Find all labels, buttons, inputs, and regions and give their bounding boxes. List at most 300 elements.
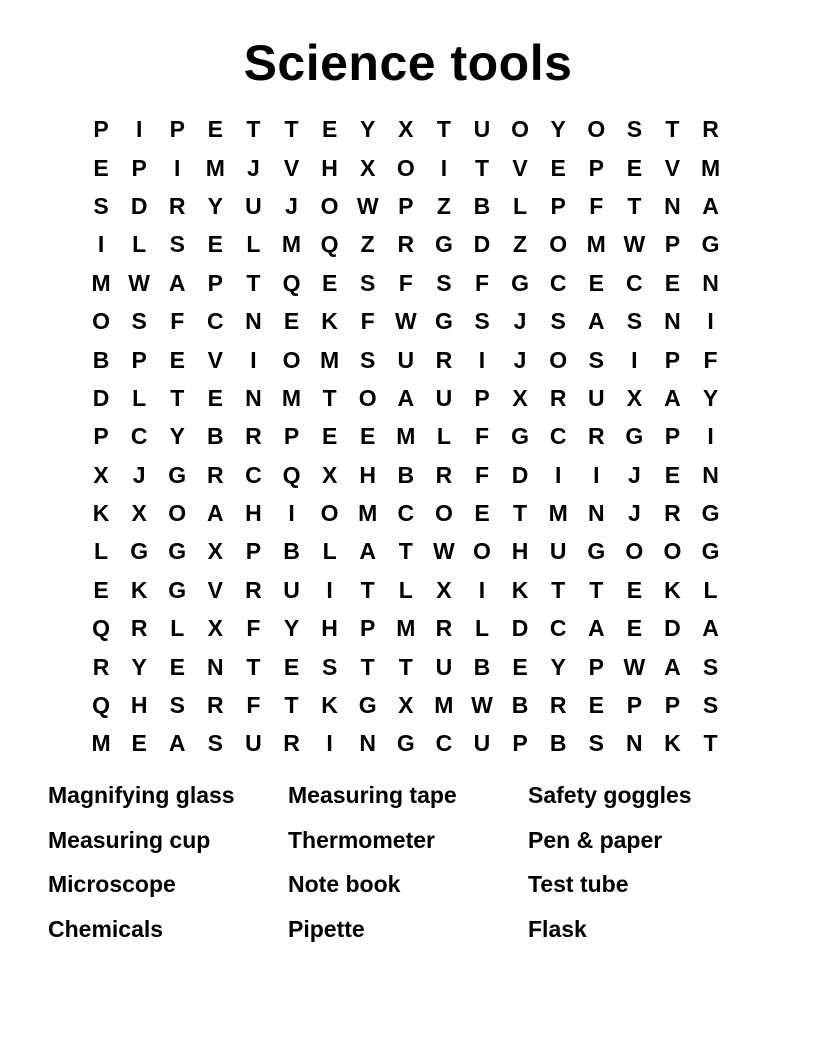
word-list-item: Magnifying glass bbox=[48, 782, 235, 808]
page-title: Science tools bbox=[243, 35, 573, 91]
grid-letter: L bbox=[132, 231, 147, 258]
grid-letter: X bbox=[436, 576, 452, 603]
grid-letter: M bbox=[91, 730, 111, 757]
grid-letter: L bbox=[132, 384, 147, 411]
grid-letter: C bbox=[207, 308, 224, 335]
grid-letter: T bbox=[322, 384, 337, 411]
grid-letter: N bbox=[702, 269, 719, 296]
grid-letter: P bbox=[626, 692, 643, 719]
grid-letter: P bbox=[360, 615, 376, 642]
grid-letter: C bbox=[549, 423, 567, 450]
grid-letter: M bbox=[320, 346, 340, 373]
grid-letter: O bbox=[549, 346, 568, 373]
grid-letter: P bbox=[398, 192, 414, 219]
grid-letter: R bbox=[245, 423, 262, 450]
grid-letter: B bbox=[511, 692, 529, 719]
grid-letter: I bbox=[326, 576, 333, 603]
grid-letter: E bbox=[550, 154, 566, 181]
grid-letter: O bbox=[587, 116, 606, 143]
grid-letter: O bbox=[320, 500, 339, 527]
grid-letter: G bbox=[358, 692, 377, 719]
grid-letter: G bbox=[168, 576, 187, 603]
grid-letter: S bbox=[207, 730, 223, 757]
grid-letter: X bbox=[398, 692, 414, 719]
grid-letter: E bbox=[321, 269, 338, 296]
grid-letter: E bbox=[664, 269, 681, 296]
grid-letter: S bbox=[626, 116, 643, 143]
grid-row bbox=[82, 686, 730, 724]
word-list-item: Pen & paper bbox=[528, 826, 663, 853]
grid-letter: G bbox=[701, 500, 720, 527]
grid-letter: L bbox=[170, 615, 185, 642]
grid-letter: M bbox=[586, 231, 606, 258]
grid-letter: P bbox=[93, 116, 109, 143]
grid-letter: E bbox=[283, 653, 300, 680]
grid-letter: S bbox=[131, 308, 147, 335]
grid-letter: E bbox=[131, 730, 147, 757]
grid-letter: G bbox=[625, 423, 644, 450]
grid-letter: Z bbox=[360, 231, 375, 258]
grid-letter: O bbox=[282, 346, 301, 373]
grid-letter: M bbox=[396, 615, 416, 642]
grid-letter: N bbox=[359, 730, 377, 757]
grid-letter: R bbox=[130, 615, 148, 642]
grid-letter: I bbox=[174, 154, 181, 181]
grid-letter: U bbox=[473, 730, 491, 757]
grid-letter: M bbox=[358, 500, 378, 527]
grid-letter: C bbox=[435, 730, 453, 757]
grid-letter: O bbox=[625, 538, 644, 565]
grid-letter: I bbox=[478, 346, 486, 373]
grid-row bbox=[82, 379, 730, 417]
word-list-item: Microscope bbox=[48, 871, 176, 898]
grid-letter: E bbox=[93, 154, 109, 181]
grid-letter: E bbox=[626, 576, 643, 603]
grid-letter: W bbox=[356, 192, 379, 219]
grid-letter: U bbox=[435, 384, 453, 411]
grid-letter: F bbox=[246, 615, 261, 642]
grid-letter: G bbox=[130, 538, 149, 565]
grid-letter: P bbox=[550, 192, 566, 219]
grid-letter: N bbox=[626, 730, 643, 757]
grid-letter: E bbox=[626, 154, 643, 181]
grid-letter: S bbox=[474, 308, 490, 335]
word-list-item: Measuring tape bbox=[288, 782, 457, 808]
grid-letter: G bbox=[587, 538, 606, 565]
grid-letter: S bbox=[360, 346, 376, 373]
grid-letter: H bbox=[321, 615, 338, 642]
grid-letter: I bbox=[288, 500, 295, 527]
grid-letter: D bbox=[664, 615, 681, 642]
grid-letter: F bbox=[703, 346, 718, 373]
grid-letter: J bbox=[132, 461, 146, 488]
grid-letter: U bbox=[283, 576, 300, 603]
grid-letter: B bbox=[92, 346, 110, 373]
grid-letter: X bbox=[321, 461, 338, 488]
grid-letter: C bbox=[549, 269, 567, 296]
word-list-item: Thermometer bbox=[288, 826, 435, 853]
grid-letter: D bbox=[473, 231, 491, 258]
grid-row bbox=[82, 571, 730, 609]
grid-letter: R bbox=[435, 346, 453, 373]
grid-letter: I bbox=[631, 346, 638, 373]
grid-letter: Q bbox=[92, 692, 110, 719]
grid-letter: E bbox=[283, 308, 300, 335]
grid-row bbox=[82, 264, 730, 302]
grid-letter: M bbox=[396, 423, 416, 450]
grid-letter: P bbox=[588, 154, 604, 181]
grid-letter: E bbox=[664, 461, 681, 488]
grid-letter: O bbox=[320, 192, 339, 219]
grid-letter: T bbox=[474, 154, 490, 181]
grid-letter: E bbox=[207, 384, 223, 411]
grid-letter: J bbox=[513, 308, 527, 335]
grid-letter: C bbox=[626, 269, 643, 296]
grid-letter: K bbox=[92, 500, 110, 527]
grid-letter: B bbox=[473, 192, 491, 219]
grid-letter: T bbox=[246, 653, 261, 680]
grid-letter: F bbox=[589, 192, 604, 219]
grid-letter: T bbox=[551, 576, 566, 603]
grid-letter: H bbox=[359, 461, 377, 488]
grid-letter: U bbox=[587, 384, 605, 411]
grid-letter: U bbox=[245, 192, 262, 219]
grid-letter: V bbox=[207, 576, 223, 603]
grid-letter: Y bbox=[360, 116, 376, 143]
grid-letter: H bbox=[245, 500, 262, 527]
grid-letter: L bbox=[436, 423, 451, 450]
grid-letter: F bbox=[398, 269, 413, 296]
grid-row bbox=[82, 494, 730, 532]
grid-letter: R bbox=[587, 423, 605, 450]
grid-letter: E bbox=[588, 269, 604, 296]
grid-letter: R bbox=[702, 116, 719, 143]
grid-letter: A bbox=[702, 192, 719, 219]
grid-letter: P bbox=[169, 116, 185, 143]
grid-letter: G bbox=[701, 231, 720, 258]
grid-letter: Z bbox=[436, 192, 451, 219]
grid-letter: B bbox=[549, 730, 567, 757]
grid-letter: P bbox=[93, 423, 109, 450]
grid-letter: R bbox=[245, 576, 262, 603]
grid-letter: R bbox=[207, 692, 224, 719]
grid-letter: P bbox=[588, 653, 604, 680]
grid-letter: F bbox=[474, 423, 490, 450]
grid-letter: W bbox=[128, 269, 150, 296]
grid-letter: N bbox=[664, 308, 681, 335]
grid-letter: L bbox=[398, 576, 413, 603]
grid-row bbox=[82, 532, 730, 570]
grid-letter: R bbox=[549, 384, 567, 411]
grid-letter: G bbox=[511, 269, 530, 296]
grid-letter: S bbox=[360, 269, 376, 296]
word-list-item: Chemicals bbox=[48, 916, 164, 943]
grid-row bbox=[82, 187, 730, 225]
grid-letter: W bbox=[623, 653, 646, 680]
grid-letter: N bbox=[245, 384, 262, 411]
grid-letter: Y bbox=[550, 116, 566, 143]
grid-letter: I bbox=[326, 730, 333, 757]
grid-letter: G bbox=[434, 231, 453, 258]
grid-letter: P bbox=[664, 423, 681, 450]
grid-letter: F bbox=[360, 308, 375, 335]
grid-letter: W bbox=[433, 538, 455, 565]
grid-letter: G bbox=[511, 423, 530, 450]
grid-letter: X bbox=[207, 615, 223, 642]
grid-letter: R bbox=[283, 730, 300, 757]
grid-letter: S bbox=[588, 730, 604, 757]
grid-letter: B bbox=[207, 423, 224, 450]
grid-letter: P bbox=[207, 269, 223, 296]
grid-letter: Q bbox=[282, 461, 301, 488]
grid-letter: T bbox=[513, 500, 528, 527]
grid-letter: E bbox=[169, 346, 185, 373]
grid-letter: N bbox=[587, 500, 605, 527]
letter-grid bbox=[82, 110, 730, 763]
grid-letter: Z bbox=[513, 231, 528, 258]
grid-letter: I bbox=[707, 308, 714, 335]
grid-letter: W bbox=[394, 308, 417, 335]
grid-letter: M bbox=[434, 692, 454, 719]
grid-letter: E bbox=[93, 576, 109, 603]
grid-letter: O bbox=[663, 538, 682, 565]
grid-letter: N bbox=[664, 192, 681, 219]
grid-letter: C bbox=[245, 461, 262, 488]
grid-row bbox=[82, 456, 730, 494]
grid-letter: T bbox=[398, 538, 413, 565]
grid-letter: I bbox=[707, 423, 714, 450]
grid-row bbox=[82, 417, 730, 455]
word-list-item: Pipette bbox=[288, 916, 365, 943]
grid-letter: S bbox=[702, 653, 719, 680]
grid-letter: E bbox=[207, 116, 223, 143]
grid-letter: J bbox=[627, 500, 641, 527]
grid-letter: V bbox=[283, 154, 300, 181]
grid-letter: I bbox=[135, 116, 143, 143]
grid-letter: B bbox=[473, 653, 491, 680]
grid-letter: P bbox=[664, 346, 681, 373]
grid-letter: H bbox=[130, 692, 148, 719]
grid-letter: E bbox=[207, 231, 223, 258]
grid-letter: E bbox=[321, 423, 338, 450]
grid-letter: R bbox=[435, 615, 453, 642]
grid-row bbox=[82, 647, 730, 685]
grid-letter: D bbox=[511, 461, 529, 488]
grid-letter: A bbox=[587, 308, 605, 335]
grid-letter: N bbox=[702, 461, 719, 488]
grid-letter: Y bbox=[702, 384, 719, 411]
grid-letter: B bbox=[397, 461, 415, 488]
grid-letter: Y bbox=[550, 653, 566, 680]
grid-letter: I bbox=[554, 461, 562, 488]
grid-letter: T bbox=[398, 653, 413, 680]
grid-letter: Y bbox=[169, 423, 185, 450]
grid-letter: L bbox=[513, 192, 528, 219]
grid-letter: L bbox=[474, 615, 490, 642]
grid-letter: X bbox=[93, 461, 109, 488]
grid-letter: E bbox=[626, 615, 643, 642]
grid-letter: U bbox=[397, 346, 415, 373]
grid-letter: U bbox=[473, 116, 491, 143]
grid-letter: X bbox=[207, 538, 223, 565]
grid-letter: W bbox=[623, 231, 646, 258]
grid-row bbox=[82, 302, 730, 340]
grid-row bbox=[82, 340, 730, 378]
grid-letter: T bbox=[246, 116, 261, 143]
grid-letter: S bbox=[436, 269, 452, 296]
grid-letter: H bbox=[511, 538, 529, 565]
grid-letter: F bbox=[474, 269, 490, 296]
grid-letter: T bbox=[436, 116, 451, 143]
grid-letter: C bbox=[397, 500, 415, 527]
grid-letter: A bbox=[702, 615, 719, 642]
grid-letter: L bbox=[246, 231, 261, 258]
grid-letter: I bbox=[478, 576, 486, 603]
grid-letter: H bbox=[321, 154, 338, 181]
grid-letter: F bbox=[170, 308, 185, 335]
grid-letter: X bbox=[398, 116, 414, 143]
grid-letter: A bbox=[168, 730, 186, 757]
grid-letter: I bbox=[97, 231, 105, 258]
grid-letter: D bbox=[511, 615, 529, 642]
grid-letter: J bbox=[513, 346, 527, 373]
grid-letter: C bbox=[130, 423, 148, 450]
grid-letter: I bbox=[440, 154, 448, 181]
grid-letter: P bbox=[245, 538, 262, 565]
grid-letter: O bbox=[92, 308, 110, 335]
grid-letter: K bbox=[664, 730, 681, 757]
grid-letter: T bbox=[703, 730, 718, 757]
grid-letter: A bbox=[664, 653, 681, 680]
grid-letter: V bbox=[664, 154, 681, 181]
grid-letter: S bbox=[550, 308, 566, 335]
grid-letter: K bbox=[321, 692, 338, 719]
grid-letter: U bbox=[435, 653, 453, 680]
grid-letter: T bbox=[284, 692, 299, 719]
grid-letter: J bbox=[247, 154, 260, 181]
grid-letter: B bbox=[283, 538, 300, 565]
grid-letter: E bbox=[588, 692, 604, 719]
grid-letter: P bbox=[664, 692, 681, 719]
grid-letter: V bbox=[207, 346, 223, 373]
grid-letter: X bbox=[360, 154, 376, 181]
grid-letter: O bbox=[358, 384, 377, 411]
grid-letter: Q bbox=[320, 231, 339, 258]
grid-letter: A bbox=[207, 500, 224, 527]
grid-row bbox=[82, 225, 730, 263]
grid-letter: Q bbox=[282, 269, 301, 296]
grid-letter: P bbox=[512, 730, 528, 757]
grid-letter: W bbox=[471, 692, 493, 719]
grid-letter: E bbox=[321, 116, 338, 143]
grid-letter: K bbox=[130, 576, 148, 603]
grid-letter: M bbox=[205, 154, 225, 181]
grid-letter: O bbox=[549, 231, 568, 258]
grid-letter: O bbox=[396, 154, 415, 181]
grid-letter: K bbox=[664, 576, 681, 603]
grid-letter: U bbox=[245, 730, 262, 757]
grid-letter: S bbox=[321, 653, 338, 680]
grid-letter: M bbox=[91, 269, 111, 296]
grid-letter: R bbox=[92, 653, 110, 680]
grid-letter: K bbox=[511, 576, 529, 603]
grid-letter: T bbox=[284, 116, 299, 143]
grid-letter: U bbox=[549, 538, 567, 565]
grid-row bbox=[82, 110, 730, 148]
grid-letter: A bbox=[397, 384, 415, 411]
grid-letter: N bbox=[245, 308, 262, 335]
grid-letter: Y bbox=[207, 192, 223, 219]
grid-letter: S bbox=[169, 231, 185, 258]
grid-letter: S bbox=[169, 692, 185, 719]
word-list-item: Note book bbox=[288, 871, 401, 898]
grid-letter: A bbox=[168, 269, 186, 296]
grid-letter: S bbox=[702, 692, 719, 719]
grid-row bbox=[82, 724, 730, 762]
grid-letter: L bbox=[703, 576, 718, 603]
grid-letter: P bbox=[664, 231, 681, 258]
grid-letter: E bbox=[512, 653, 528, 680]
grid-letter: D bbox=[130, 192, 148, 219]
grid-letter: T bbox=[665, 116, 680, 143]
grid-letter: X bbox=[512, 384, 528, 411]
grid-letter: N bbox=[207, 653, 224, 680]
grid-letter: R bbox=[207, 461, 224, 488]
grid-letter: T bbox=[360, 653, 375, 680]
grid-letter: F bbox=[246, 692, 261, 719]
word-list-item: Flask bbox=[528, 916, 587, 943]
grid-row bbox=[82, 148, 730, 186]
grid-letter: O bbox=[511, 116, 530, 143]
grid-letter: P bbox=[474, 384, 490, 411]
grid-letter: E bbox=[360, 423, 376, 450]
grid-letter: A bbox=[359, 538, 377, 565]
grid-letter: R bbox=[168, 192, 186, 219]
grid-letter: M bbox=[281, 231, 302, 258]
grid-row bbox=[82, 609, 730, 647]
grid-letter: G bbox=[168, 538, 187, 565]
word-list-item: Safety goggles bbox=[528, 782, 692, 808]
grid-letter: R bbox=[435, 461, 453, 488]
grid-letter: G bbox=[168, 461, 187, 488]
grid-letter: G bbox=[434, 308, 453, 335]
grid-letter: M bbox=[700, 154, 721, 181]
grid-letter: P bbox=[131, 154, 147, 181]
grid-letter: R bbox=[664, 500, 681, 527]
grid-letter: M bbox=[281, 384, 302, 411]
grid-letter: F bbox=[474, 461, 490, 488]
grid-letter: O bbox=[473, 538, 491, 565]
grid-letter: J bbox=[285, 192, 298, 219]
grid-letter: Y bbox=[131, 653, 147, 680]
grid-letter: D bbox=[92, 384, 110, 411]
grid-letter: C bbox=[549, 615, 567, 642]
grid-letter: T bbox=[627, 192, 642, 219]
grid-letter: P bbox=[131, 346, 147, 373]
grid-letter: K bbox=[321, 308, 338, 335]
grid-letter: X bbox=[626, 384, 643, 411]
word-list-item: Measuring cup bbox=[48, 826, 211, 853]
grid-letter: A bbox=[664, 384, 681, 411]
grid-letter: G bbox=[701, 538, 720, 565]
grid-letter: E bbox=[169, 653, 185, 680]
grid-letter: S bbox=[93, 192, 109, 219]
grid-letter: R bbox=[397, 231, 415, 258]
grid-letter: E bbox=[474, 500, 490, 527]
grid-letter: I bbox=[593, 461, 600, 488]
grid-letter: A bbox=[587, 615, 605, 642]
grid-letter: T bbox=[360, 576, 375, 603]
